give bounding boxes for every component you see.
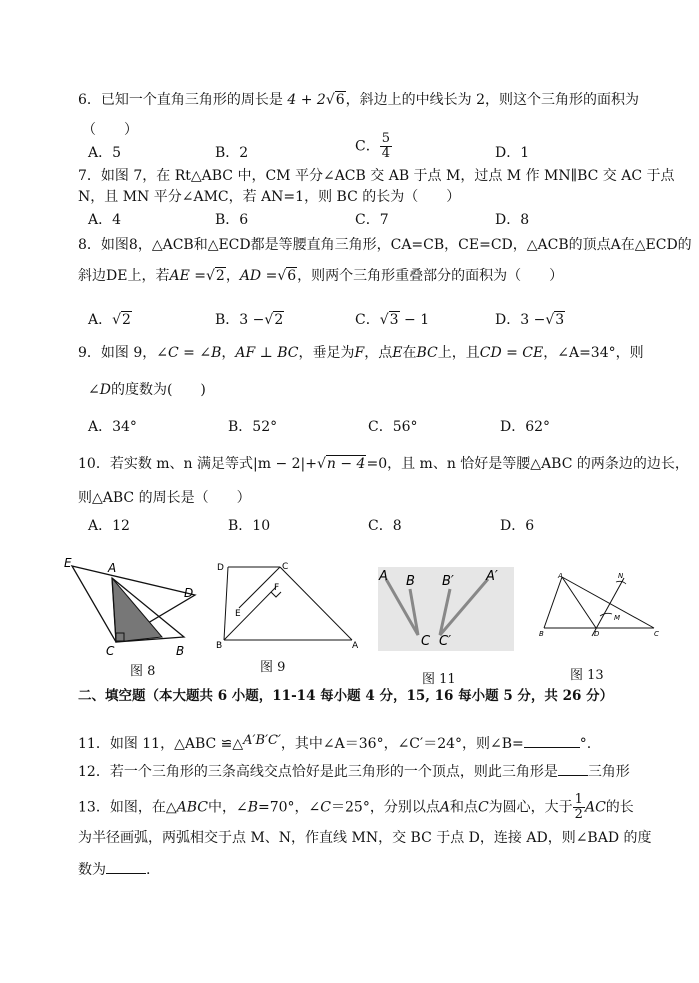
q8-opt-b-radicand: 2	[274, 312, 284, 328]
section2-title: 二、填空题（本大题共 6 小题，11-14 每小题 4 分，15, 16 每小题 5 分，共 26 分）	[78, 688, 614, 704]
fig9-label: E	[235, 609, 241, 619]
sqrt-symbol-icon: √	[112, 312, 122, 328]
fig11-label: B	[406, 574, 415, 589]
sqrt-symbol-icon: √	[325, 92, 335, 108]
sqrt-symbol-icon: √	[205, 268, 215, 284]
q9-text-a: 9．如图 9，	[78, 345, 157, 361]
fig8-label: E	[64, 556, 72, 570]
figure-9	[212, 560, 367, 655]
q9-text-d: ，点	[364, 345, 393, 361]
sqrt-symbol-icon: √	[264, 312, 274, 328]
q13-text-a: 13．如图，在△	[78, 799, 177, 816]
q8-line1: 8．如图8，△ACB和△ECD都是等腰直角三角形，CA=CB，CE=CD，△ACB的顶点A在△ECD的	[78, 237, 692, 253]
fig8-label: A	[108, 561, 117, 575]
q9-text-f: 上，且	[437, 345, 480, 361]
q13-text-d: ＝25°，分别以点	[331, 799, 440, 816]
q6-c-denominator: 4	[381, 146, 390, 161]
q13-line2: 为半径画弧，两弧相交于点 M、N，作直线 MN，交 BC 于点 D，连接 AD，则∠BAD 的度	[78, 830, 652, 846]
q13-half-denominator: 2	[574, 807, 583, 822]
q13-abc: ABC	[176, 799, 208, 816]
q6-option-c-fraction	[380, 132, 392, 161]
q9-text-e: 在	[402, 345, 417, 361]
q11-text-a: 11．如图 11，△ABC ≌△	[78, 736, 244, 752]
q9-text-g: ，∠A=34°，则	[543, 345, 644, 361]
q13-ac: AC	[584, 799, 606, 816]
q10-radicand: n − 4	[326, 456, 366, 472]
fig9-label: B	[216, 641, 223, 651]
q9-option-b: B．52°	[228, 419, 278, 435]
q6-option-d: D．1	[495, 145, 530, 161]
q7-option-d: D．8	[495, 212, 530, 228]
q9-angle-d: ∠D	[88, 382, 111, 398]
q7-option-a: A．4	[88, 212, 122, 228]
q8-line2	[78, 266, 563, 286]
fig13-line-mn	[592, 578, 624, 636]
q13-line3-text: 数为	[78, 862, 106, 878]
q12-line	[78, 762, 630, 782]
q6-number: 6．	[78, 92, 101, 108]
q13-text-f: 为圆心，大于	[488, 799, 573, 816]
q13-c: C	[320, 799, 331, 816]
q11-line	[78, 731, 591, 754]
q8-opt-d-label: D．3 −	[495, 312, 546, 328]
q12-text-b: 三角形	[587, 764, 630, 780]
q8-option-b	[215, 310, 284, 330]
fig11-label: A′	[486, 569, 498, 584]
q6-option-c	[355, 132, 392, 161]
q13-text-b: 中，∠	[207, 799, 248, 816]
q6-text-b: ，斜边上的中线长为 2，则这个三角形的面积为	[345, 92, 640, 108]
q9-text-c: ，垂足为	[298, 345, 355, 361]
fig13-label: B	[539, 630, 544, 638]
figure-13	[536, 570, 666, 640]
q9-cond3: CD = CE	[479, 345, 544, 361]
q11-text-c: °.	[579, 736, 592, 752]
fig13-segment-ac	[562, 577, 654, 628]
q6-option-b: B．2	[215, 145, 249, 161]
q10-text-b: =0，且 m、n 恰好是等腰△ABC 的两条边的边长，	[366, 456, 689, 472]
q8-opt-a-label: A．	[88, 312, 113, 328]
q6-option-a: A．5	[88, 145, 122, 161]
q9-line2-text: 的度数为( )	[110, 382, 206, 398]
q13-answer-blank[interactable]	[106, 873, 146, 874]
q11-prime-triangle: A′B′C′	[243, 733, 281, 748]
q6-paren: （ ）	[82, 122, 138, 138]
q8-text-b: ，则两个三角形重叠部分的面积为（ ）	[297, 268, 564, 284]
fig13-label: N	[618, 572, 624, 580]
fig9-segment-ca	[280, 567, 352, 640]
q8-ae: AE =	[169, 268, 206, 284]
q13-line3	[78, 860, 150, 880]
fig9-label: A	[352, 641, 359, 651]
q13-c2: C	[477, 799, 489, 816]
q13-text-e: 和点	[449, 799, 478, 816]
fig13-label: D	[594, 630, 600, 638]
fig9-label: F	[274, 583, 280, 593]
q8-ad-radicand: 6	[287, 268, 297, 284]
q9-text-b: ，	[221, 345, 236, 361]
figure-8	[62, 555, 202, 660]
fig13-segment-ad	[562, 577, 596, 628]
q11-answer-blank[interactable]	[524, 747, 580, 748]
sqrt-symbol-icon: √	[379, 312, 389, 328]
q13-half-fraction	[573, 793, 585, 822]
q13-line1	[78, 793, 634, 822]
fig11-label: B′	[442, 574, 454, 589]
q13-line3-end: .	[146, 862, 151, 878]
q10-line2: 则△ABC 的周长是（ ）	[78, 490, 251, 506]
q8-opt-c-label: C．	[355, 312, 380, 328]
q13-half-numerator: 1	[574, 792, 583, 807]
q8-opt-a-radicand: 2	[122, 312, 131, 328]
sqrt-symbol-icon: √	[545, 312, 555, 328]
q8-ad: AD =	[239, 268, 278, 284]
fig13-label: C	[654, 630, 659, 638]
q10-option-d: D．6	[500, 518, 535, 534]
q9-line2	[88, 380, 206, 400]
q8-option-a	[88, 310, 132, 330]
q12-text-a: 12．若一个三角形的三条高线交点恰好是此三角形的一个顶点，则此三角形是	[78, 764, 558, 780]
fig8-overlap-region	[112, 578, 162, 642]
q7-option-b: B．6	[215, 212, 249, 228]
fig8-label: D	[184, 586, 194, 600]
fig13-label: M	[614, 614, 621, 622]
fig11-caption: 图 11	[422, 672, 456, 687]
q8-opt-c-radicand: 3	[389, 312, 399, 328]
q8-text-a: 斜边DE上，若	[78, 268, 170, 284]
fig13-caption: 图 13	[570, 668, 604, 683]
q8-opt-d-radicand: 3	[555, 312, 565, 328]
q11-text-b: ，其中∠A＝36°，∠C′＝24°，则∠B=	[280, 736, 524, 752]
q9-cond1: ∠C = ∠B	[156, 345, 222, 361]
q7-option-c: C．7	[355, 212, 389, 228]
q8-opt-c-post: − 1	[399, 312, 430, 328]
q6-line1	[78, 90, 639, 110]
q8-opt-b-label: B．3 −	[215, 312, 265, 328]
q13-b: B	[247, 799, 258, 816]
q10-option-c: C．8	[368, 518, 402, 534]
q6-perimeter: 4 + 2	[287, 92, 326, 108]
q13-text-c: =70°，∠	[258, 799, 321, 816]
q10-option-a: A．12	[88, 518, 130, 534]
q6-perimeter-radicand: 6	[335, 92, 345, 108]
fig8-label: B	[176, 644, 185, 658]
q9-f: F	[354, 345, 365, 361]
q6-text-a: 已知一个直角三角形的周长是	[100, 92, 283, 108]
q13-a: A	[439, 799, 450, 816]
q10-option-b: B．10	[228, 518, 271, 534]
sqrt-symbol-icon: √	[316, 456, 326, 472]
q6-option-c-label: C．	[355, 138, 380, 155]
q9-cond2: AF ⊥ BC	[235, 345, 299, 361]
fig11-label: C	[421, 634, 431, 649]
q7-line2: N，且 MN 平分∠AMC，若 AN=1，则 BC 的长为（ ）	[78, 189, 461, 205]
q13-text-g: 的长	[605, 799, 634, 816]
q7-line1: 7．如图 7，在 Rt△ABC 中，CM 平分∠ACB 交 AB 于点 M，过点 M 作 MN∥BC 交 AC 于点	[78, 168, 675, 184]
q10-text-a: 10．若实数 m、n 满足等式|m − 2|+	[78, 456, 317, 472]
q9-option-d: D．62°	[500, 419, 551, 435]
fig8-label: C	[106, 644, 115, 658]
fig11-label: A	[379, 569, 388, 584]
fig13-label: A	[558, 572, 563, 580]
fig13-arc	[600, 613, 612, 616]
q8-ae-radicand: 2	[215, 268, 225, 284]
figure-11	[378, 567, 514, 651]
q8-separator: ，	[225, 268, 240, 284]
fig9-label: C	[282, 562, 289, 572]
fig11-label: C′	[439, 634, 452, 649]
q12-answer-blank[interactable]	[558, 775, 588, 776]
fig9-label: D	[217, 563, 224, 573]
fig13-segment-ab	[544, 577, 562, 628]
sqrt-symbol-icon: √	[277, 268, 287, 284]
fig9-segment-db	[224, 567, 228, 640]
q9-option-a: A．34°	[88, 419, 137, 435]
q6-c-numerator: 5	[381, 131, 390, 146]
q8-option-c	[355, 310, 429, 330]
fig9-segment-bf	[224, 587, 276, 640]
q9-bc: BC	[416, 345, 438, 361]
q8-option-d	[495, 310, 565, 330]
q9-option-c: C．56°	[368, 419, 418, 435]
q9-e: E	[392, 345, 403, 361]
q10-line1	[78, 454, 689, 474]
fig8-caption: 图 8	[130, 664, 156, 679]
q9-line1	[78, 343, 644, 363]
fig9-caption: 图 9	[260, 660, 286, 675]
